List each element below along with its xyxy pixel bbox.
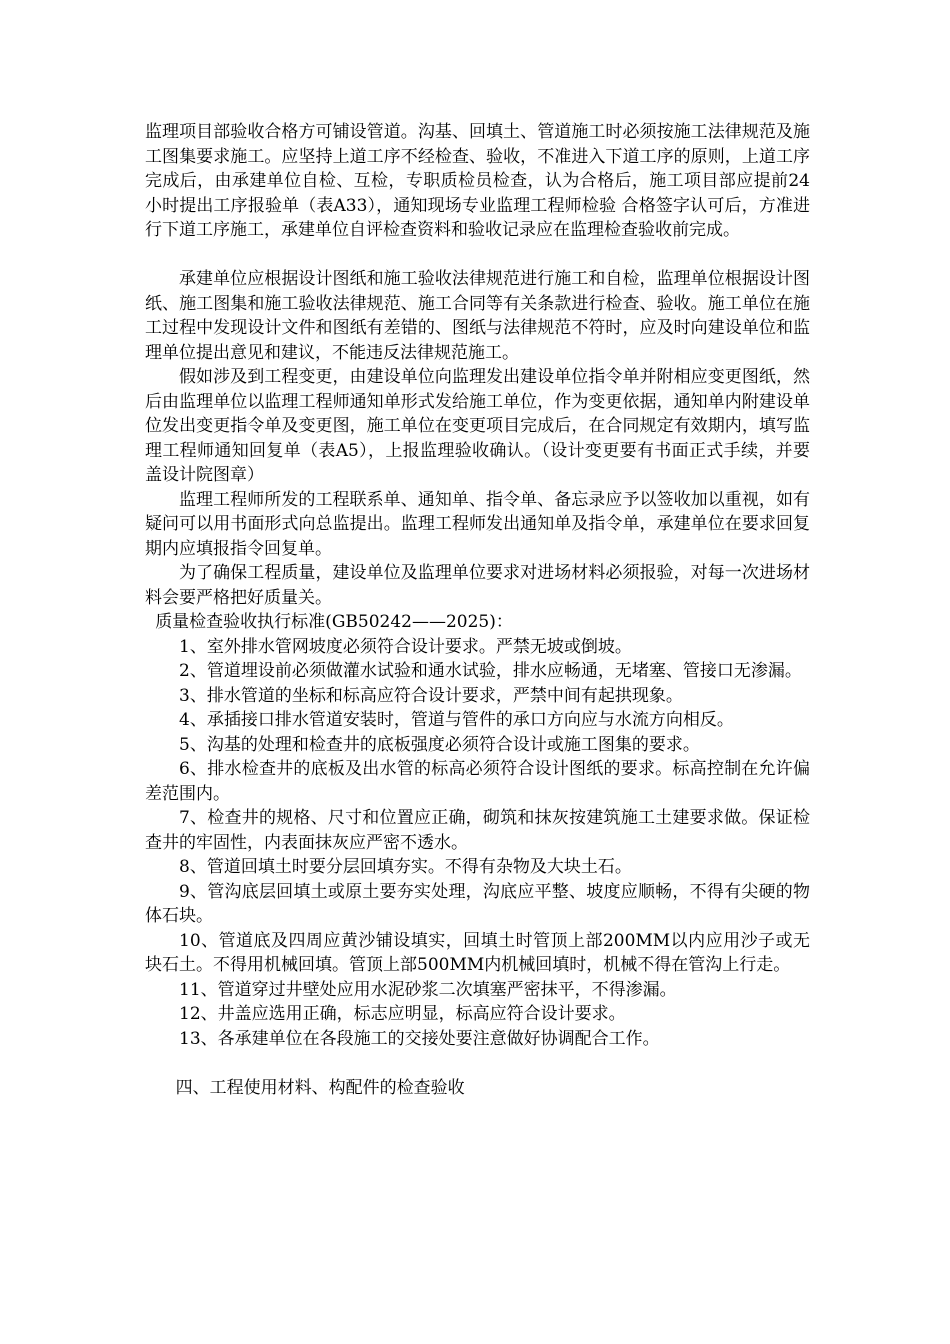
list-item: 11、管道穿过井壁处应用水泥砂浆二次填塞严密抹平，不得渗漏。 xyxy=(179,979,677,1000)
paragraph-material-inspection: 为了确保工程质量，建设单位及监理单位要求对进场材料必须报验，对每一次进场材料会要严格把好质量关。 xyxy=(145,563,810,608)
list-item: 4、承插接口排水管道安装时，管道与管件的承口方向应与水流方向相反。 xyxy=(179,710,734,730)
list-item: 7、检查井的规格、尺寸和位置应正确，砌筑和抹灰按建筑施工土建要求做。保证检查井的牢固性，内表面抹灰应严密不透水。 xyxy=(145,808,810,853)
list-item: 2、管道埋设前必须做灌水试验和通水试验，排水应畅通，无堵塞、管接口无渗漏。 xyxy=(179,661,802,681)
list-item: 8、管道回填土时要分层回填夯实。不得有杂物及大块土石。 xyxy=(179,857,632,877)
list-item: 10、管道底及四周应黄沙铺设填实，回填土时管顶上部200MM以内应用沙子或无块石土。不得用机械回填。管顶上部500MM内机械回填时，机械不得在管沟上行走。 xyxy=(145,930,810,975)
section-heading: 四、工程使用材料、构配件的检查验收 xyxy=(175,1077,465,1098)
list-item: 12、井盖应选用正确，标志应明显，标高应符合设计要求。 xyxy=(179,1004,626,1024)
standard-items-list xyxy=(145,635,810,1052)
list-item: 9、管沟底层回填土或原土要夯实处理，沟底应平整、坡度应顺畅，不得有尖硬的物体石块。 xyxy=(145,881,810,926)
list-item: 13、各承建单位在各段施工的交接处要注意做好协调配合工作。 xyxy=(179,1028,660,1049)
list-item: 6、排水检查井的底板及出水管的标高必须符合设计图纸的要求。标高控制在允许偏差范围内。 xyxy=(145,759,810,804)
paragraph-acceptance-procedure: 监理项目部验收合格方可铺设管道。沟基、回填土、管道施工时必须按施工法律规范及施工图集要求施工。应坚持上道工序不经检查、验收，不准进入下道工序的原则，上道工序完成后，由承建单位自检、互检，专职质检员检查，认为合格后，施工项目部应提前24小时提出工序报验单（表A33），通知现场专业监理工程师检验 合格签字认可后，方准进行下道工序施工，承建单位自评检查资料和验收记录应在监理检查验收前完成。 xyxy=(145,122,810,240)
paragraph-engineering-change: 假如涉及到工程变更，由建设单位向监理发出建设单位指令单并附相应变更图纸，然后由监理单位以监理工程师通知单形式发给施工单位，作为变更依据，通知单内附建设单位发出变更指令单及变更图，施工单位在变更项目完成后，在合同规定有效期内，填写监理工程师通知回复单（表A5），上报监理验收确认。（设计变更要有书面正式手续，并要盖设计院图章） xyxy=(145,367,810,485)
paragraph-construction-selfcheck: 承建单位应根据设计图纸和施工验收法律规范进行施工和自检，监理单位根据设计图纸、施工图集和施工验收法律规范、施工合同等有关条款进行检查、验收。施工单位在施工过程中发现设计文件和图纸有差错的、图纸与法律规范不符时，应及时向建设单位和监理单位提出意见和建议，不能违反法律规范施工。 xyxy=(145,269,810,363)
list-item: 3、排水管道的坐标和标高应符合设计要求，严禁中间有起拱现象。 xyxy=(179,685,683,706)
list-item: 5、沟基的处理和检查井的底板强度必须符合设计或施工图集的要求。 xyxy=(179,734,700,755)
document-page xyxy=(145,120,810,1100)
standard-title: 质量检查验收执行标准(GB50242——2025)： xyxy=(155,612,513,632)
paragraph-supervisor-notices: 监理工程师所发的工程联系单、通知单、指令单、备忘录应予以签收加以重视，如有疑问可以用书面形式向总监提出。监理工程师发出通知单及指令单，承建单位在要求回复期内应填报指令回复单。 xyxy=(145,489,810,559)
list-item: 1、室外排水管网坡度必须符合设计要求。严禁无坡或倒坡。 xyxy=(179,636,632,657)
